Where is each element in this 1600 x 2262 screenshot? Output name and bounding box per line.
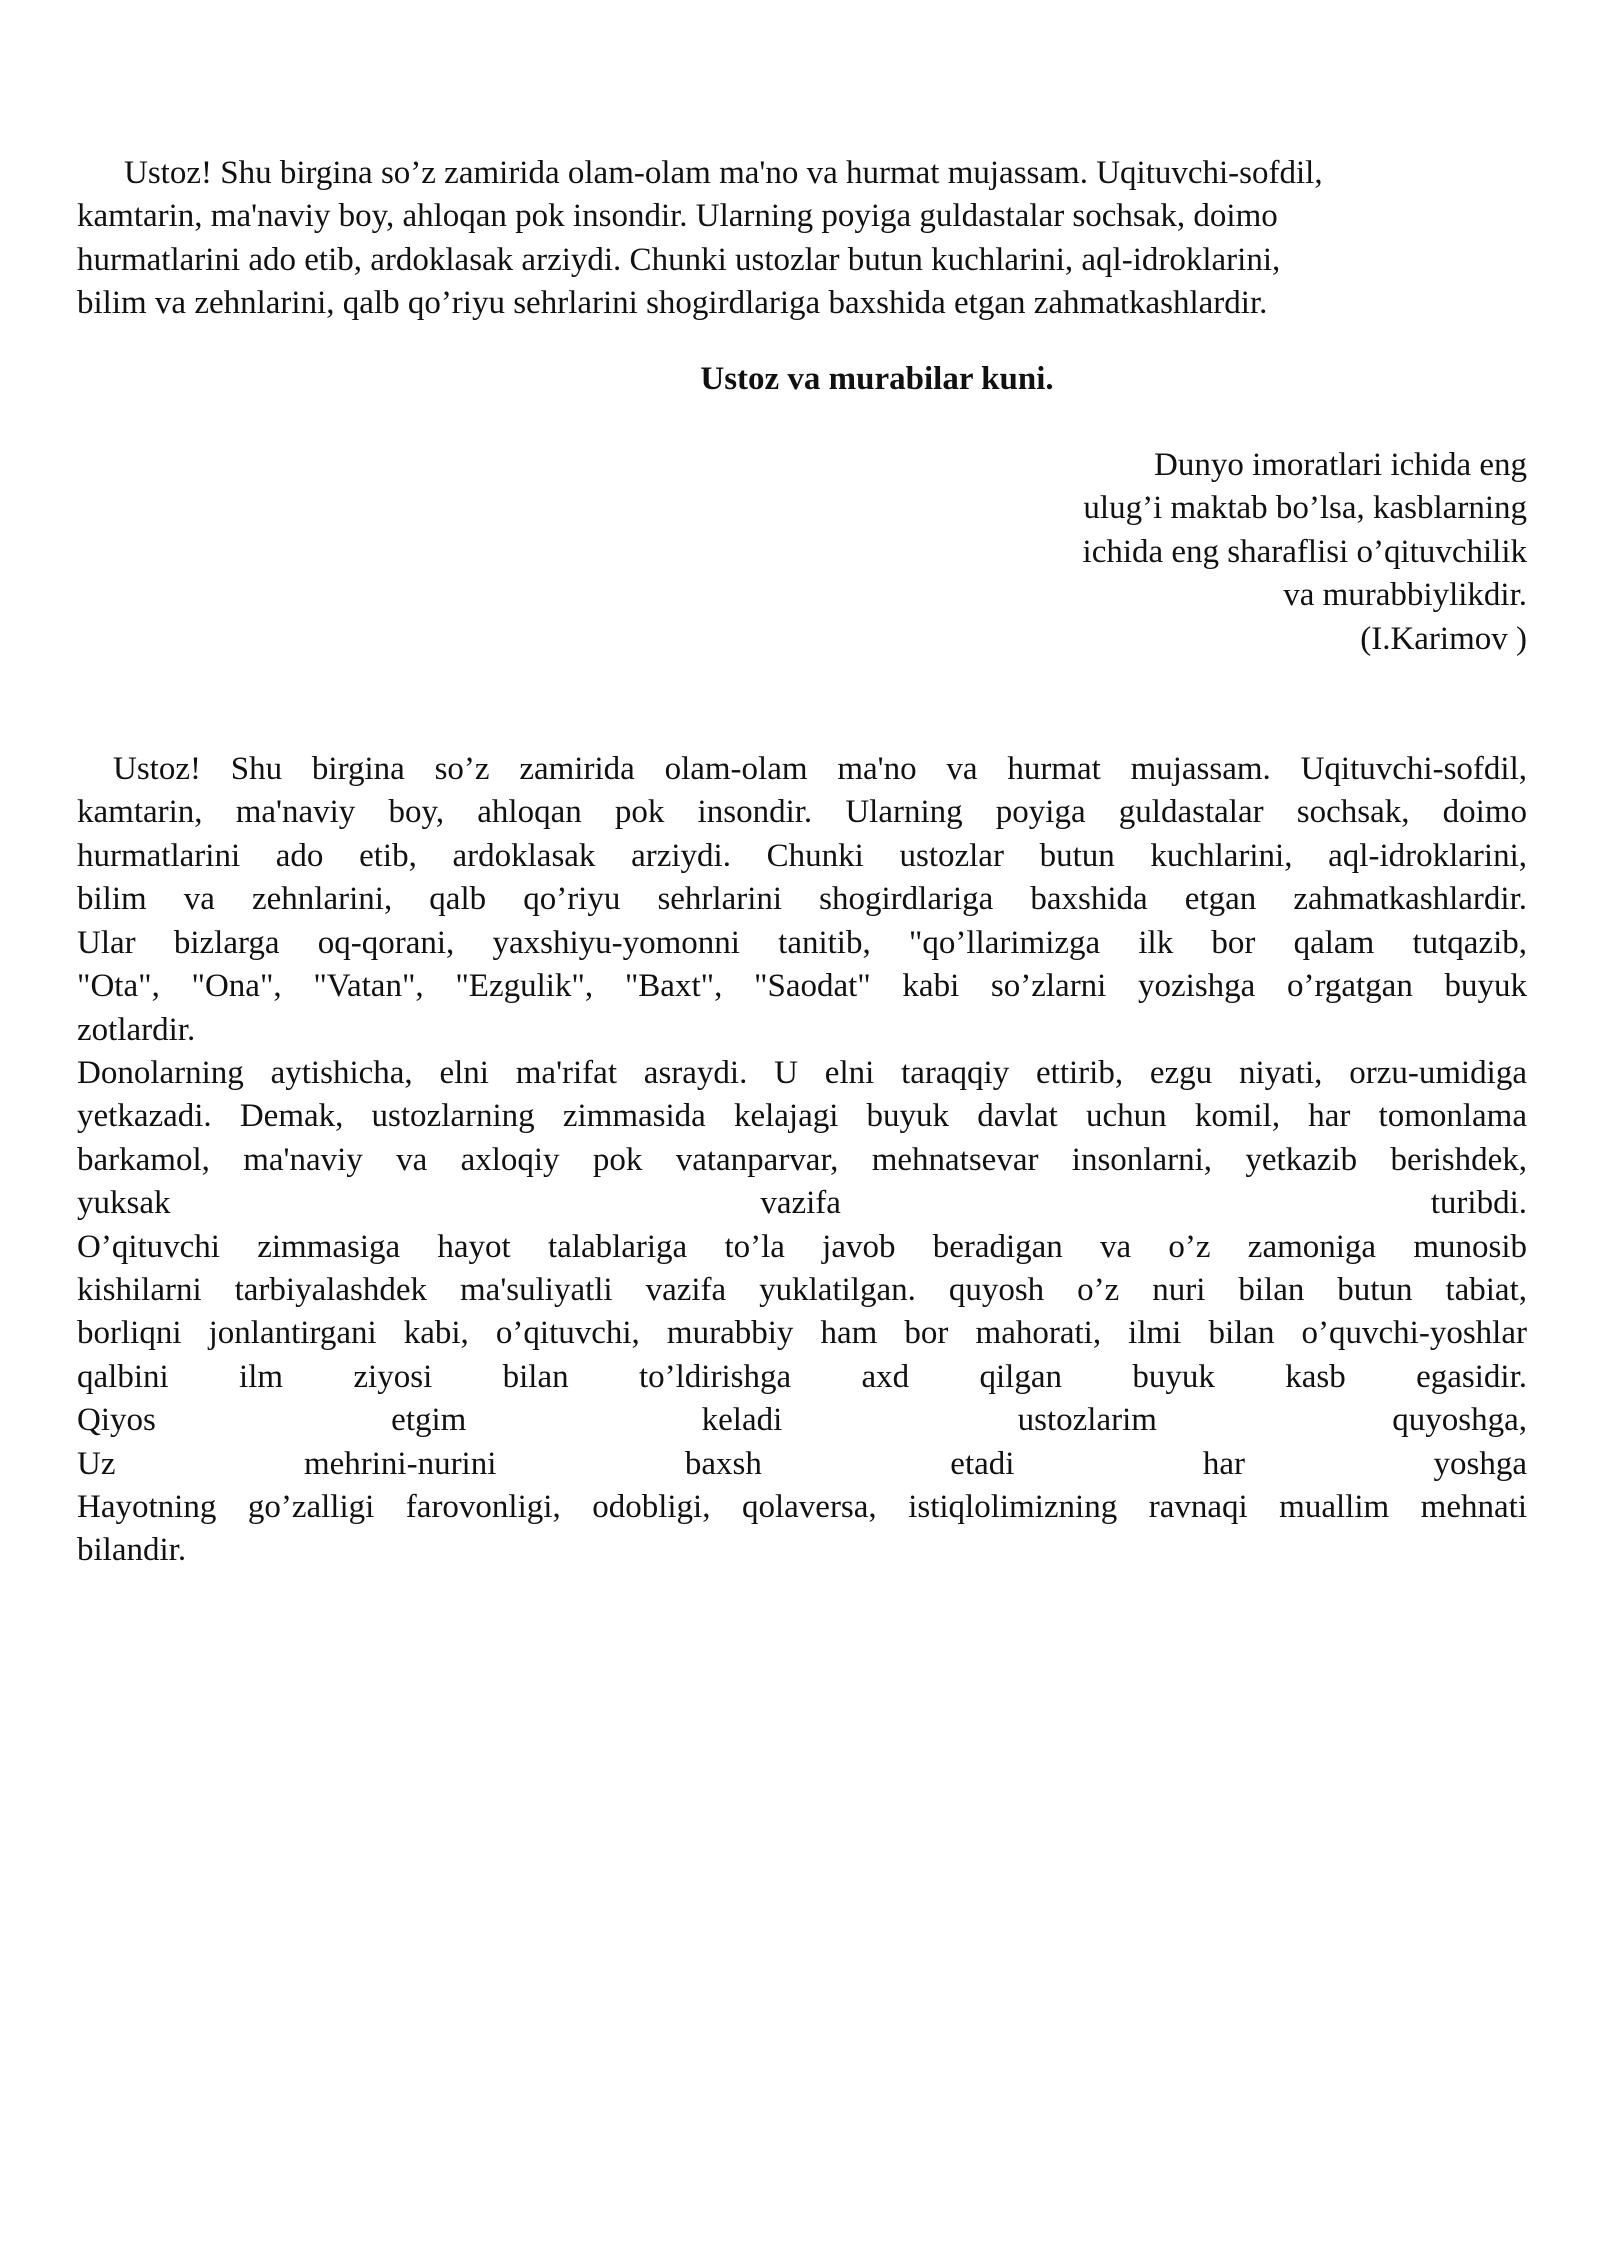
poem-line: Qiyos etgim keladi ustozlarim quyoshga, — [77, 1402, 1527, 1439]
epigraph-line: va murabbiylikdir. — [1283, 577, 1527, 614]
body-line: kamtarin, ma'naviy boy, ahloqan pok insondir. Ularning poyiga guldastalar sochsak, doimo — [77, 794, 1527, 831]
intro-paragraph — [77, 152, 1527, 326]
body-line: Ustoz! Shu birgina so’z zamirida olam-olam ma'no va hurmat mujassam. Uqituvchi-sofdil, — [113, 751, 1527, 788]
epigraph-quote — [77, 444, 1527, 661]
epigraph-line: Dunyo imoratlari ichida eng — [1154, 447, 1527, 484]
body-line: yuksak vazifa turibdi. — [77, 1185, 1527, 1222]
body-line: barkamol, ma'naviy va axloqiy pok vatanparvar, mehnatsevar insonlarni, yetkazib berishdek, — [77, 1141, 1527, 1178]
body-line: O’qituvchi zimmasiga hayot talablariga to’la javob beradigan va o’z zamoniga munosib — [77, 1228, 1527, 1265]
intro-line: kamtarin, ma'naviy boy, ahloqan pok insondir. Ularning poyiga guldastalar sochsak, doimo — [77, 198, 1278, 235]
epigraph-line: ulug’i maktab bo’lsa, kasblarning — [1083, 490, 1527, 527]
body-line: yetkazadi. Demak, ustozlarning zimmasida kelajagi buyuk davlat uchun komil, har tomonlama — [77, 1098, 1527, 1135]
epigraph-line: ichida eng sharaflisi o’qituvchilik — [1082, 533, 1527, 570]
intro-line: Ustoz! Shu birgina so’z zamirida olam-olam ma'no va hurmat mujassam. Uqituvchi-sofdil, — [124, 155, 1323, 191]
section-heading: Ustoz va murabilar kuni. — [700, 360, 1054, 397]
body-line: qalbini ilm ziyosi bilan to’ldirishga axd qilgan buyuk kasb egasidir. — [77, 1358, 1527, 1395]
intro-line: bilim va zehnlarini, qalb qo’riyu sehrlarini shogirdlariga baxshida etgan zahmatkashlardir. — [77, 285, 1268, 322]
body-line: zotlardir. — [77, 1011, 196, 1048]
body-line: Hayotning go’zalligi farovonligi, odobligi, qolaversa, istiqlolimizning ravnaqi muallim mehnati — [77, 1488, 1527, 1525]
poem-line: Uz mehrini-nurini baxsh etadi har yoshga — [77, 1445, 1527, 1482]
body-line: "Ota", "Ona", "Vatan", "Ezgulik", "Baxt", "Saodat" kabi so’zlarni yozishga o’rgatgan buyuk — [77, 968, 1527, 1005]
body-text — [77, 748, 1527, 1573]
body-line: Donolarning aytishicha, elni ma'rifat asraydi. U elni taraqqiy ettirib, ezgu niyati, orzu-umidiga — [77, 1054, 1527, 1091]
body-line: bilandir. — [77, 1532, 187, 1569]
spacer — [77, 661, 1527, 748]
body-line: Ular bizlarga oq-qorani, yaxshiyu-yomonni tanitib, "qo’llarimizga ilk bor qalam tutqazib, — [77, 924, 1527, 961]
document-page — [77, 152, 1527, 1573]
body-line: hurmatlarini ado etib, ardoklasak arziydi. Chunki ustozlar butun kuchlarini, aql-idroklarini, — [77, 837, 1527, 874]
body-line: kishilarni tarbiyalashdek ma'suliyatli vazifa yuklatilgan. quyosh o’z nuri bilan butun tabiat, — [77, 1271, 1527, 1308]
body-line: borliqni jonlantirgani kabi, o’qituvchi, murabbiy ham bor mahorati, ilmi bilan o’quvchi-yoshlar — [77, 1315, 1527, 1352]
epigraph-author: (I.Karimov ) — [1360, 620, 1527, 657]
body-line: bilim va zehnlarini, qalb qo’riyu sehrlarini shogirdlariga baxshida etgan zahmatkashlardir. — [77, 881, 1527, 918]
intro-line: hurmatlarini ado etib, ardoklasak arziydi. Chunki ustozlar butun kuchlarini, aql-idroklarini, — [77, 241, 1281, 278]
